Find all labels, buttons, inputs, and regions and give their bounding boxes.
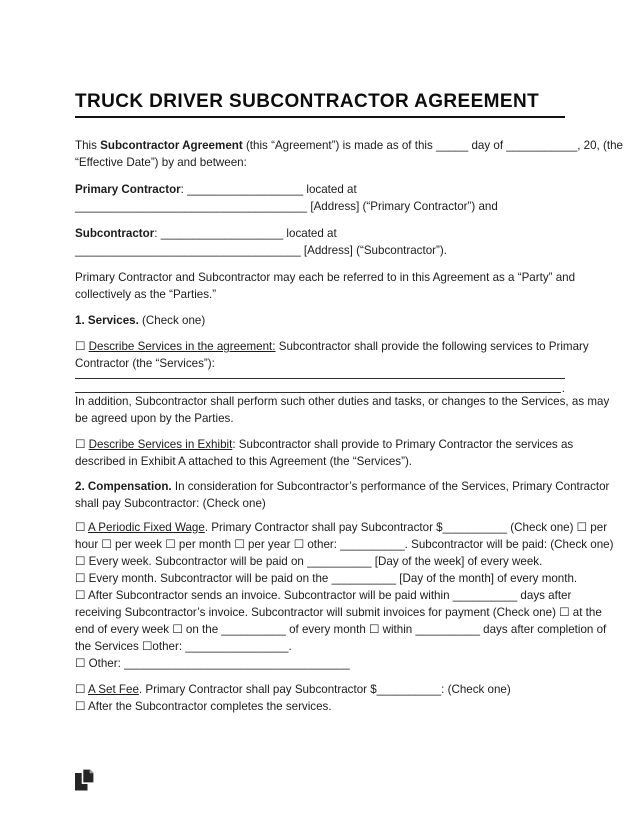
intro-text-rest: (this “Agreement”) is made as of this _____ day of ___________, 20, (the	[242, 139, 623, 152]
services-heading-note: (Check one)	[138, 314, 206, 327]
checkbox-every-week[interactable]: ☐	[75, 555, 89, 568]
every-week-text: Every week. Subcontractor will be paid on __________ [Day of the week] of every week.	[88, 555, 543, 568]
subcontractor-clause	[75, 225, 565, 259]
located-at-text: located at	[303, 183, 357, 196]
primary-contractor-name-blank[interactable]: __________________	[187, 183, 304, 196]
intro-text-line2: “Effective Date”) by and between:	[75, 156, 247, 169]
subcontractor-label: Subcontractor	[75, 227, 155, 240]
fill-line-period: .	[561, 382, 565, 395]
compensation-heading-text-line2: shall pay Subcontractor: (Check one)	[75, 497, 266, 510]
option-agreement-text: Subcontractor shall provide the following services to Primary	[275, 340, 589, 353]
services-fill-line-2[interactable]	[75, 379, 565, 393]
parties-text-line1: Primary Contractor and Subcontractor may each be referred to in this Agreement as a “Party” and	[75, 271, 576, 284]
describe-services-agreement-label: Describe Services in the agreement:	[88, 340, 276, 353]
title-underline	[75, 116, 565, 118]
option-exhibit-text-line2: described in Exhibit A attached to this Agreement (the “Services”).	[75, 455, 413, 468]
services-section-heading	[75, 312, 565, 329]
periodic-wage-text: . Primary Contractor shall pay Subcontractor $__________ (Check one) ☐ per	[204, 521, 608, 534]
checkbox-periodic-fixed-wage[interactable]: ☐	[75, 521, 88, 534]
parties-text-line2: collectively as the “Parties.”	[75, 288, 217, 301]
subcontractor-address-blank[interactable]: ___________________________________	[75, 244, 301, 257]
addition-text-line2: be agreed upon by the Parties.	[75, 412, 234, 425]
set-fee-text: . Primary Contractor shall pay Subcontractor $__________: (Check one)	[138, 683, 511, 696]
services-option-exhibit	[75, 436, 574, 470]
subcontractor-name-blank[interactable]: ___________________	[160, 227, 284, 240]
checkbox-other-payment[interactable]: ☐	[75, 657, 89, 670]
intro-text: This	[75, 139, 101, 152]
other-payment-label: Other:	[88, 657, 125, 670]
document-title: TRUCK DRIVER SUBCONTRACTOR AGREEMENT	[75, 91, 540, 112]
invoice-text-line1: After Subcontractor sends an invoice. Subcontractor will be paid within __________ days after	[87, 589, 572, 602]
services-addition-clause	[75, 393, 610, 427]
other-payment-blank[interactable]: ___________________________________	[124, 657, 350, 670]
compensation-section-heading	[75, 478, 610, 512]
invoice-text-line3: end of every week ☐ on the __________ of every month ☐ within __________ days after completion of	[75, 623, 607, 636]
checkbox-after-completion[interactable]: ☐	[75, 700, 88, 713]
checkbox-describe-services-exhibit[interactable]: ☐	[75, 438, 89, 451]
agreement-name: Subcontractor Agreement	[100, 139, 243, 152]
legal-templates-logo	[75, 768, 95, 791]
invoice-text-line4: the Services ☐other: ________________.	[75, 640, 292, 653]
checkbox-every-month[interactable]: ☐	[75, 572, 89, 585]
primary-contractor-label: Primary Contractor	[75, 183, 181, 196]
located-at-text: located at	[283, 227, 337, 240]
compensation-heading: 2. Compensation.	[75, 480, 172, 493]
primary-contractor-address-text: [Address] (“Primary Contractor”) and	[307, 200, 498, 213]
compensation-set-fee-option	[75, 681, 565, 715]
set-fee-label: A Set Fee	[87, 683, 139, 696]
invoice-text-line2: receiving Subcontractor’s invoice. Subcontractor will submit invoices for payment (Check one) ☐ at the	[75, 606, 602, 619]
fill-rule	[75, 378, 565, 379]
checkbox-after-invoice[interactable]: ☐	[75, 589, 88, 602]
checkbox-set-fee[interactable]: ☐	[75, 683, 88, 696]
periodic-fixed-wage-label: A Periodic Fixed Wage	[87, 521, 205, 534]
compensation-heading-text: In consideration for Subcontractor’s performance of the Services, Primary Contractor	[171, 480, 610, 493]
label-separator: :	[180, 183, 188, 196]
after-completion-text: After the Subcontractor completes the services.	[87, 700, 332, 713]
services-fill-line-1[interactable]	[75, 372, 565, 379]
page-footer	[75, 768, 565, 796]
primary-contractor-address-blank[interactable]: ____________________________________	[75, 200, 308, 213]
services-option-agreement	[75, 338, 589, 372]
services-heading: 1. Services.	[75, 314, 139, 327]
parties-clause	[75, 269, 576, 303]
periodic-wage-text-line2: hour ☐ per week ☐ per month ☐ per year ☐ other: __________. Subcontractor will be paid: (Check one)	[75, 538, 614, 551]
intro-clause	[75, 137, 623, 171]
addition-text-line1: In addition, Subcontractor shall perform such other duties and tasks, or changes to the Services, as may	[75, 395, 610, 408]
label-separator: :	[154, 227, 161, 240]
option-exhibit-text: : Subcontractor shall provide to Primary Contractor the services as	[232, 438, 574, 451]
compensation-periodic-wage-option	[75, 519, 614, 672]
checkbox-describe-services-agreement[interactable]: ☐	[75, 340, 89, 353]
option-agreement-text-line2: Contractor (the “Services”):	[75, 357, 215, 370]
primary-contractor-clause	[75, 181, 565, 215]
subcontractor-address-text: [Address] (“Subcontractor”).	[300, 244, 447, 257]
every-month-text: Every month. Subcontractor will be paid on the __________ [Day of the month] of every month.	[88, 572, 578, 585]
describe-services-exhibit-label: Describe Services in Exhibit	[88, 438, 233, 451]
